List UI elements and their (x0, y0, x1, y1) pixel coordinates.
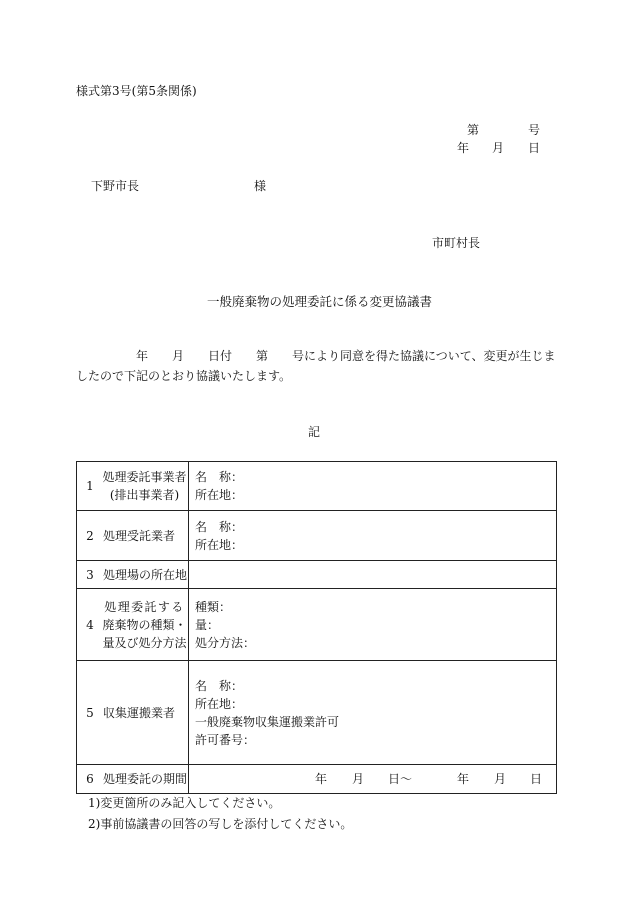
row-label-line: 処理委託事業者 (102, 470, 187, 484)
row-value[interactable] (189, 511, 557, 561)
row-label (77, 511, 189, 561)
period-start-day-tilde: 日〜 (388, 772, 413, 786)
row-value[interactable] (189, 561, 557, 589)
row-label-line: 処理受託業者 (103, 528, 176, 543)
row-label-line: (排出事業者) (109, 488, 180, 502)
row-label-line: 処理委託の期間 (103, 772, 188, 786)
date-year: 年 (457, 141, 470, 155)
row-number: 1 (86, 479, 94, 493)
row-number: 4 (86, 617, 94, 632)
period-value[interactable] (189, 765, 557, 794)
disposal-method-field-label: 処分方法： (195, 635, 256, 650)
table-row (77, 561, 557, 589)
row-label (77, 462, 189, 511)
table-row (77, 589, 557, 661)
row-label (77, 765, 189, 794)
license-number-field-label: 許可番号： (195, 732, 256, 747)
document-title: 一般廃棄物の処理委託に係る変更協議書 (207, 294, 433, 309)
table-row (77, 511, 557, 561)
row-label (77, 561, 189, 589)
address-field-label: 所在地： (195, 537, 244, 552)
addressee-honorific: 様 (254, 179, 267, 193)
period-start-year: 年 (315, 772, 328, 786)
row-number: 5 (86, 705, 94, 720)
row-label-line: 収集運搬業者 (103, 705, 176, 720)
row-label (77, 661, 189, 765)
row-number: 3 (86, 567, 94, 582)
note-1: 1)変更箇所のみ記入してください。 (88, 796, 281, 810)
name-field-label: 名 称： (195, 678, 244, 693)
row-number: 6 (86, 772, 94, 786)
row-label-line: 処理場の所在地 (103, 567, 188, 582)
ki-heading: 記 (308, 425, 321, 439)
row-value[interactable] (189, 661, 557, 765)
row-label (77, 589, 189, 661)
type-field-label: 種類： (195, 599, 232, 614)
detail-table (76, 461, 557, 794)
date-day: 日 (528, 141, 541, 155)
note-2: 2)事前協議書の回答の写しを添付してください。 (88, 817, 353, 831)
quantity-field-label: 量： (195, 617, 220, 632)
period-end-month: 月 (494, 772, 507, 786)
period-start-month: 月 (352, 772, 365, 786)
table-row (77, 765, 557, 794)
license-type-label: 一般廃棄物収集運搬業許可 (195, 714, 340, 729)
body-line-2: したので下記のとおり協議いたします。 (76, 369, 292, 383)
doc-number-dai: 第 (467, 123, 480, 137)
addressee-name: 下野市長 (91, 179, 140, 193)
row-label-line: 量及び処分方法 (102, 635, 187, 650)
row-label-line: 廃棄物の種類・ (102, 617, 187, 632)
table-row (77, 661, 557, 765)
row-number: 2 (86, 528, 94, 543)
table-row (77, 462, 557, 511)
row-value[interactable] (189, 462, 557, 511)
period-end-year: 年 (457, 772, 470, 786)
row-label-line: 処理委託する (104, 599, 185, 614)
name-field-label: 名 称： (195, 519, 244, 534)
doc-number-go: 号 (528, 123, 541, 137)
address-field-label: 所在地： (195, 696, 244, 711)
date-month: 月 (492, 141, 505, 155)
form-number: 様式第3号(第5条関係) (76, 84, 197, 98)
body-line-1: 年 月 日付 第 号により同意を得た協議について、変更が生じま (136, 349, 556, 363)
address-field-label: 所在地： (195, 488, 244, 502)
sender-title: 市町村長 (432, 236, 481, 250)
period-end-day: 日 (530, 772, 543, 786)
row-value[interactable] (189, 589, 557, 661)
name-field-label: 名 称： (195, 470, 244, 484)
